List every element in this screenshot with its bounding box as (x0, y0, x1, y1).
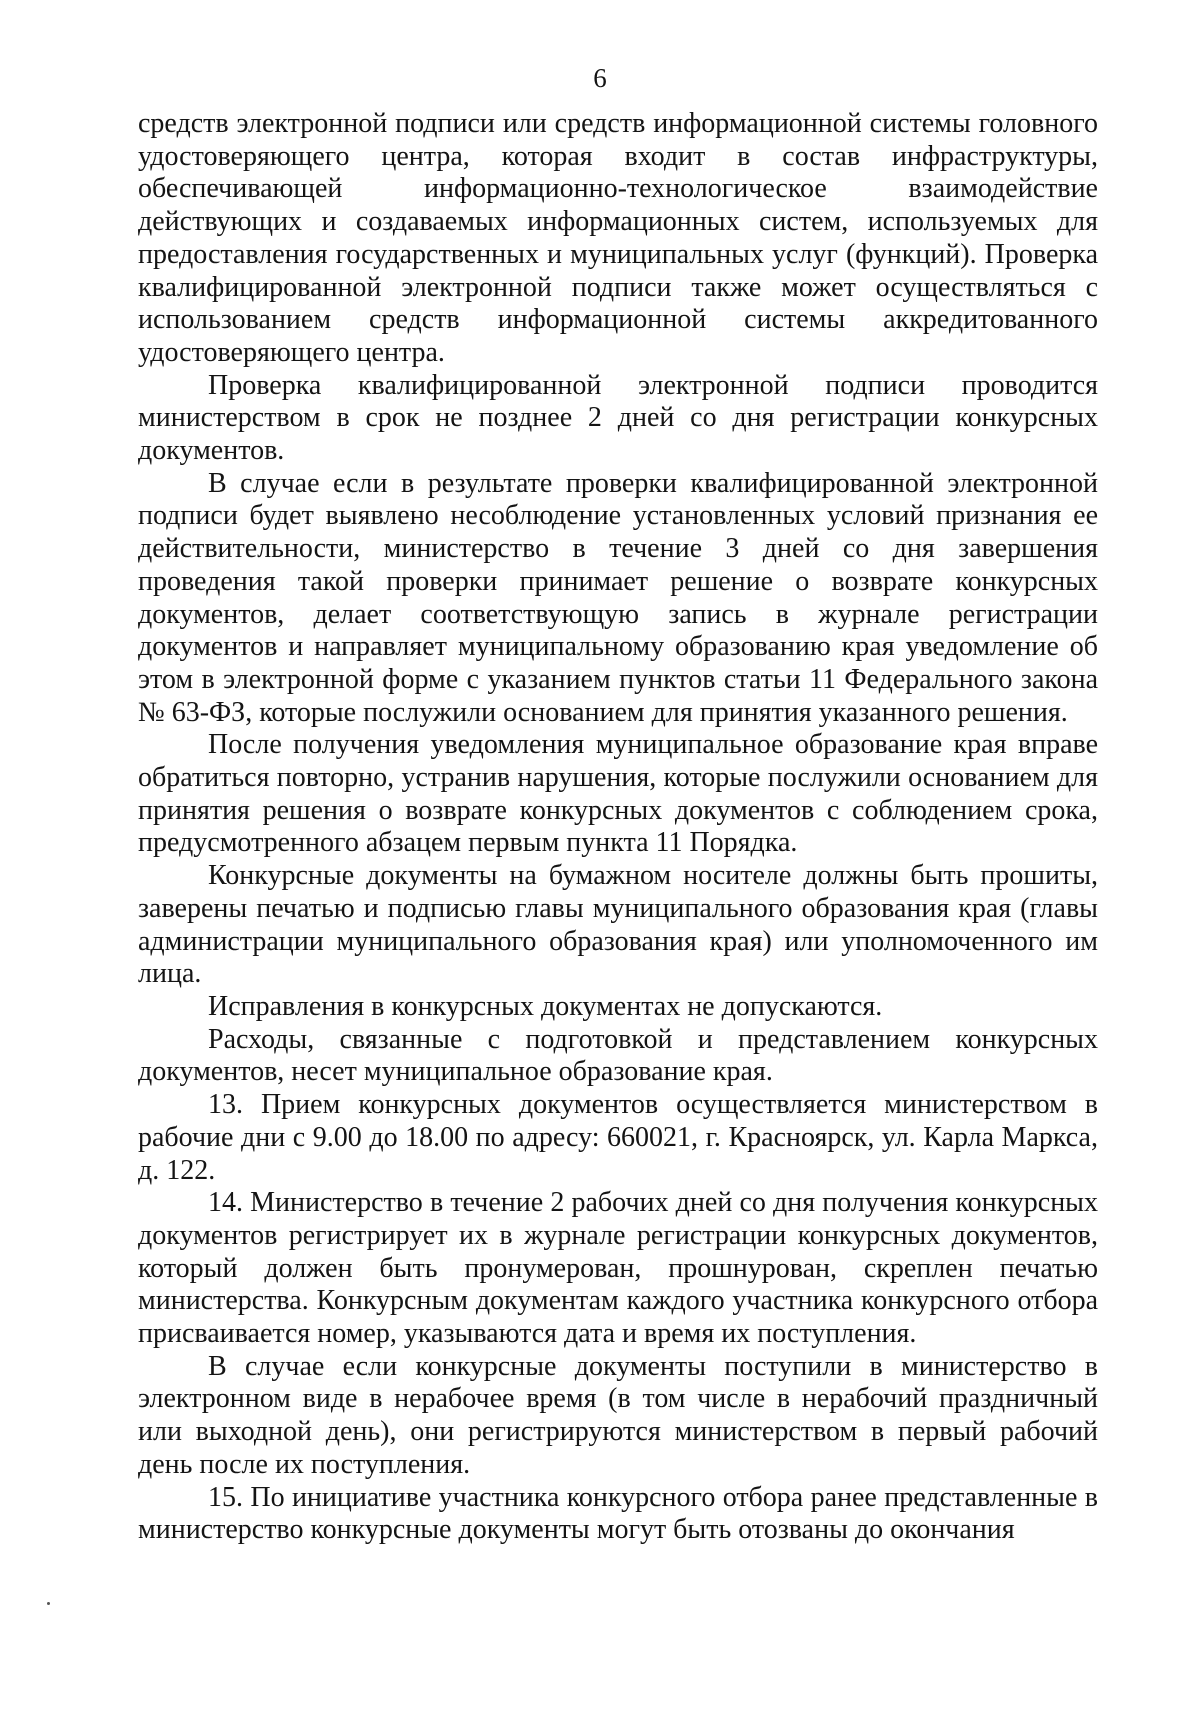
paragraph-expenses: Расходы, связанные с подготовкой и представлением конкурсных документов, несет муниципальное образование края. (138, 1023, 1098, 1088)
document-body (138, 108, 1098, 1547)
paragraph-electronic-registration: В случае если конкурсные документы поступили в министерство в электронном виде в нерабочее время (в том числе в нерабочий праздничный или выходной день), они регистрируются министерством в первый рабочий день после их поступления. (138, 1350, 1098, 1480)
paragraph-paper-documents: Конкурсные документы на бумажном носителе должны быть прошиты, заверены печатью и подписью главы муниципального образования края (главы администрации муниципального образования края) или уполномоченного им лица. (138, 860, 1098, 990)
paragraph-item-13: 13. Прием конкурсных документов осуществляется министерством в рабочие дни с 9.00 до 18.00 по адресу: 660021, г. Красноярск, ул. Карла Маркса, д. 122. (138, 1089, 1098, 1186)
paragraph-corrections: Исправления в конкурсных документах не допускаются. (208, 990, 883, 1022)
paragraph-signature-check-deadline: Проверка квалифицированной электронной подписи проводится министерством в срок не позднее 2 дней со дня регистрации конкурсных документов. (138, 369, 1098, 467)
paragraph-signature-invalid: В случае если в результате проверки квалифицированной электронной подписи будет выявлено несоблюдение установленных условий признания ее действительности, министерство в течение 3 дней со дня завершения проведения такой проверки принимает решение о возврате конкурсных документов, делает соответствующую запись в журнале регистрации документов и направляет муниципальному образованию края уведомление об этом в электронной форме с указанием пунктов статьи 11 Федерального закона № 63-ФЗ, которые послужили основанием для принятия указанного решения. (138, 467, 1098, 728)
scan-speck (47, 1602, 50, 1605)
paragraph-item-14: 14. Министерство в течение 2 рабочих дней со дня получения конкурсных документов регистрирует их в журнале регистрации конкурсных документов, который должен быть пронумерован, прошнурован, скреплен печатью министерства. Конкурсным документам каждого участника конкурсного отбора присваивается номер, указываются дата и время их поступления. (138, 1187, 1098, 1350)
paragraph-continuation: средств электронной подписи или средств информационной системы головного удостоверяющего центра, которая входит в состав инфраструктуры, обеспечивающей информационно-технологическое взаимодействие действующих и создаваемых информационных систем, используемых для предоставления государственных и муниципальных услуг (функций). Проверка квалифицированной электронной подписи также может осуществляться с использованием средств информационной системы аккредитованного удостоверяющего центра. (138, 108, 1098, 368)
page-number: 6 (593, 63, 607, 93)
paragraph-resubmission: После получения уведомления муниципальное образование края вправе обратиться повторно, устранив нарушения, которые послужили основанием для принятия решения о возврате конкурсных документов с соблюдением срока, предусмотренного абзацем первым пункта 11 Порядка. (138, 729, 1098, 859)
paragraph-item-15: 15. По инициативе участника конкурсного отбора ранее представленные в министерство конкурсные документы могут быть отозваны до окончания (138, 1481, 1098, 1546)
